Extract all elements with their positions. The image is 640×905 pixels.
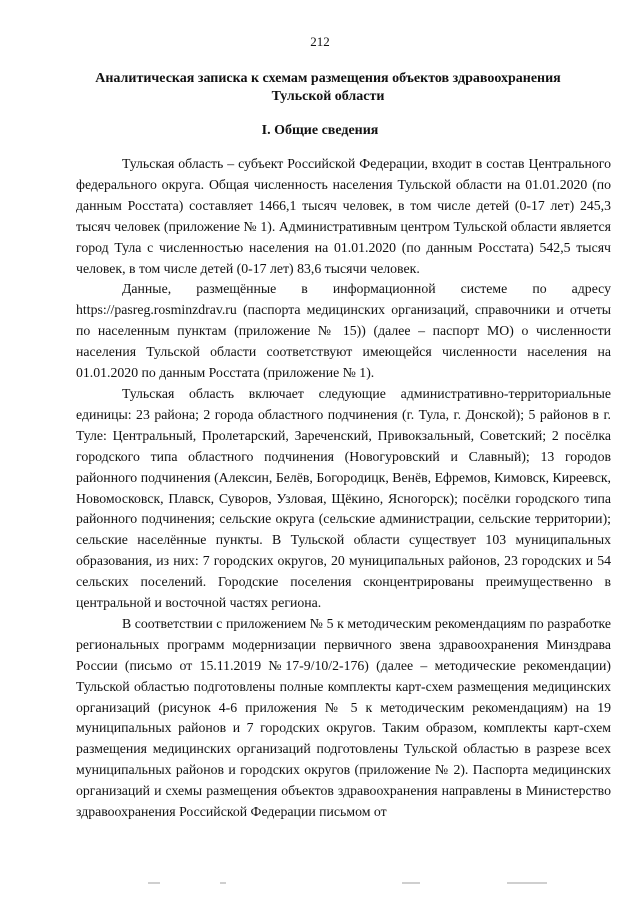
document-title: Аналитическая записка к схемам размещения объектов здравоохранения Тульской области xyxy=(95,71,561,104)
scan-artifacts xyxy=(0,882,640,886)
paragraph-methodological-recommendations: В соответствии с приложением № 5 к методическим рекомендациям по разработке региональных программ модернизации первичного звена здравоохранения Минздрава России (письмо от 15.11.2019 №17-9/10/2-176) (далее – методические рекомендации) Тульской областью подготовлены полные комплекты карт-схем размещения медицинских организаций (рисунок 4-6 приложения № 5 к методическим рекомендациям) на 19 муниципальных районов и 7 городских округов. Таким образом, комплекты карт-схем размещения медицинских организаций подготовлены Тульской областью в разрезе всех муниципальных районов и городских округов (приложение № 2). Паспорта медицинских организаций и схемы размещения объектов здравоохранения направлены в Министерство здравоохранения Российской Федерации письмом от xyxy=(76,615,611,820)
paragraph-population: Тульская область – субъект Российской Федерации, входит в состав Центрального федерального округа. Общая численность населения Тульской области на 01.01.2020 (по данным Росстата) составляет 1466,1 тысяч человек, в том числе детей (0-17 лет) 245,3 тысяч человек (приложение № 1). Административным центром Тульской области является город Тула с численностью населения на 01.01.2020 (по данным Росстата) 542,5 тысяч человек, в том числе детей (0-17 лет) 83,6 тысячи человек. xyxy=(76,156,611,276)
paragraph-information-system: Данные, размещённые в информационной системе по адресу https://pasreg.rosminzdrav.ru (паспорта медицинских организаций, справочники и отчеты по населенным пунктам (приложение № 15)) (далее – паспорт МО) о численности населения Тульской области соответствуют имеющейся численности населения на 01.01.2020 по данным Росстата (приложение № 1). xyxy=(76,281,611,381)
body-text xyxy=(76,154,611,823)
paragraph-administrative-units: Тульская область включает следующие административно-территориальные единицы: 23 района; 2 города областного подчинения (г. Тула, г. Донской); 5 районов в г. Туле: Центральный, Пролетарский, Зареченский, Привокзальный, Советский; 2 посёлка городского типа областного подчинения (Новогуровский и Славный); 13 городов районного подчинения (Алексин, Белёв, Богородицк, Венёв, Ефремов, Кимовск, Киреевск, Новомосковск, Плавск, Суворов, Узловая, Щёкино, Ясногорск); посёлки городского типа районного подчинения; сельские округа (сельские администрации, сельские территории); сельские населённые пункты. В Тульской области существует 103 муниципальных образования, из них: 7 городских округов, 20 муниципальных районов, 23 городских и 54 сельских поселений. Городские поселения сконцентрированы преимущественно в центральной и восточной частях региона. xyxy=(76,385,611,611)
page-number: 212 xyxy=(310,34,330,49)
section-heading: I. Общие сведения xyxy=(261,123,379,138)
